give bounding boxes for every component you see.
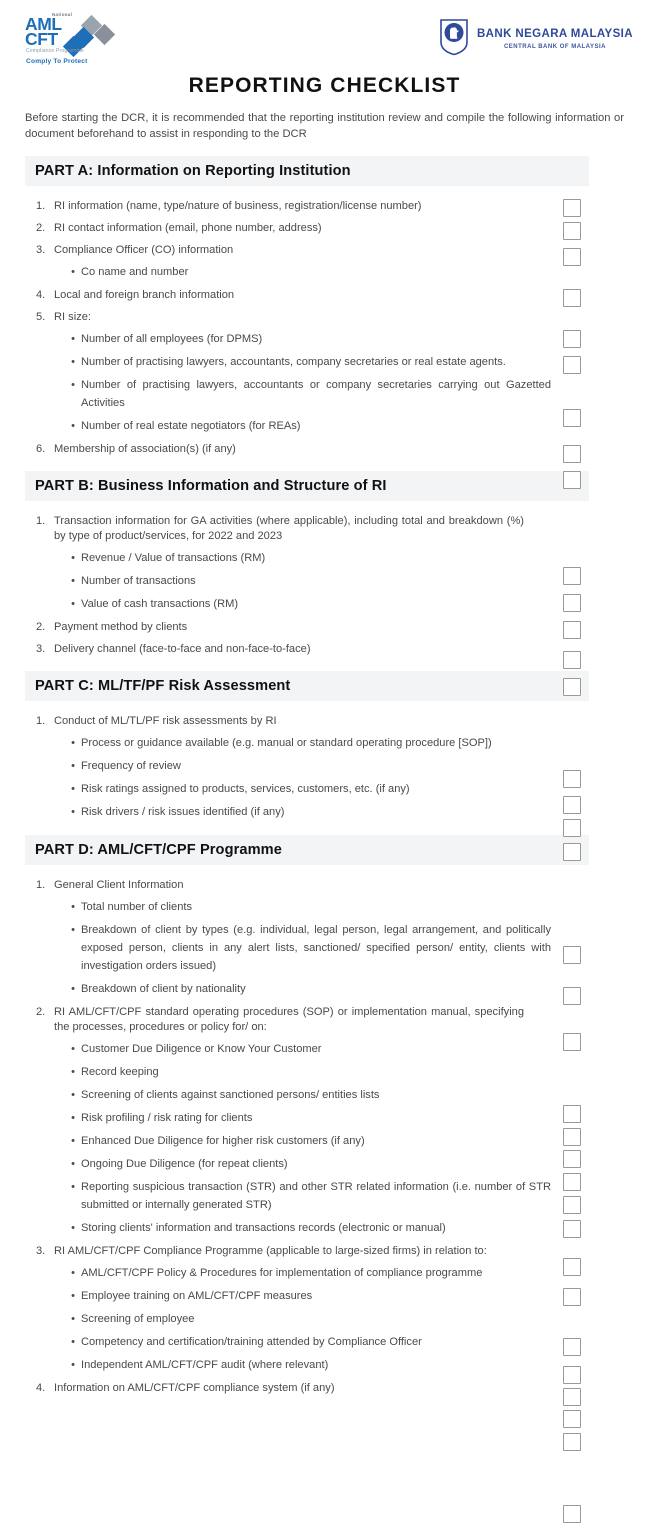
bullet-icon: •	[71, 1089, 75, 1101]
item-number: 3.	[36, 1245, 46, 1257]
checkbox[interactable]	[563, 330, 581, 348]
list-item	[65, 1356, 649, 1374]
item-label: Compliance Officer (CO) information	[54, 244, 234, 256]
item-sub-list	[65, 1040, 649, 1237]
section-header-part-c	[25, 671, 589, 701]
checkbox[interactable]	[563, 471, 581, 489]
bullet-icon: •	[71, 806, 75, 818]
bnm-logo-subtitle: CENTRAL BANK OF MALAYSIA	[503, 43, 606, 50]
section-title: PART C: ML/TF/PF Risk Assessment	[35, 678, 291, 694]
checkbox[interactable]	[563, 843, 581, 861]
checkbox[interactable]	[563, 356, 581, 374]
bullet-icon: •	[71, 760, 75, 772]
item-label: RI AML/CFT/CPF Compliance Programme (applicable to large-sized firms) in relation to:	[54, 1245, 487, 1257]
section-body	[0, 865, 649, 1396]
sub-item-label: Customer Due Diligence or Know Your Customer	[81, 1043, 322, 1055]
bullet-icon: •	[71, 575, 75, 587]
list-item	[65, 898, 649, 916]
item-label: RI AML/CFT/CPF standard operating procedures (SOP) or implementation manual, specifying the processes, procedures or policy for/ on:	[54, 1006, 524, 1033]
sub-item-label: Number of real estate negotiators (for REAs)	[81, 420, 301, 432]
section-part-d	[0, 835, 649, 1396]
list-item	[65, 1178, 649, 1214]
sub-item-label: Screening of clients against sanctioned persons/ entities lists	[81, 1089, 380, 1101]
checkbox[interactable]	[563, 1366, 581, 1384]
list-item	[65, 780, 649, 798]
sub-item-label: Ongoing Due Diligence (for repeat clients)	[81, 1158, 288, 1170]
checklist-item	[25, 642, 649, 657]
bullet-icon: •	[71, 420, 75, 432]
item-label: RI size:	[54, 311, 91, 323]
list-item	[65, 980, 649, 998]
aml-logo-programme-text: Compliance Programme	[26, 48, 84, 54]
checklist-item	[25, 1381, 649, 1396]
checkbox[interactable]	[563, 199, 581, 217]
checklist-item	[25, 221, 649, 236]
list-item	[65, 572, 649, 590]
bullet-icon: •	[71, 1135, 75, 1147]
section-title: PART D: AML/CFT/CPF Programme	[35, 842, 282, 858]
bullet-icon: •	[71, 1313, 75, 1325]
checkbox[interactable]	[563, 1288, 581, 1306]
checkbox[interactable]	[563, 1505, 581, 1523]
bnm-logo-title: BANK NEGARA MALAYSIA	[476, 27, 633, 40]
list-item	[65, 1333, 649, 1351]
checkbox[interactable]	[563, 1258, 581, 1276]
sub-item-label: Record keeping	[81, 1066, 159, 1078]
sub-item-label: Number of all employees (for DPMS)	[81, 333, 263, 345]
checklist-item	[25, 1244, 649, 1259]
item-number: 4.	[36, 1382, 46, 1394]
checkbox[interactable]	[563, 1410, 581, 1428]
list-item	[65, 1287, 649, 1305]
aml-logo-cft-text: CFT	[25, 29, 58, 49]
intro-paragraph: Before starting the DCR, it is recommended that the reporting institution review and compile the following information or document beforehand to assist in responding to the DCR	[25, 112, 624, 140]
item-number: 3.	[36, 244, 46, 256]
item-sub-list	[65, 330, 649, 435]
bullet-icon: •	[71, 552, 75, 564]
sub-item-label: Breakdown of client by types (e.g. individual, legal person, legal arrangement, and politically exposed person, clients in any alert lists, sanctioned/ specified person/ entity, clients with investigation orders issued)	[81, 924, 551, 972]
bullet-icon: •	[71, 1267, 75, 1279]
sub-item-label: Process or guidance available (e.g. manual or standard operating procedure [SOP])	[81, 737, 492, 749]
list-item	[65, 1310, 649, 1328]
document-header	[0, 0, 649, 72]
item-label: Delivery channel (face-to-face and non-face-to-face)	[54, 643, 311, 655]
item-number: 3.	[36, 643, 46, 655]
sub-item-label: Number of practising lawyers, accountants or company secretaries carrying out Gazetted Activities	[81, 379, 551, 409]
aml-logo-acronym	[25, 14, 62, 49]
list-item	[65, 1063, 649, 1081]
list-item	[65, 1109, 649, 1127]
bullet-icon: •	[71, 1290, 75, 1302]
list-item	[65, 1219, 649, 1237]
sub-item-label: Risk drivers / risk issues identified (if any)	[81, 806, 285, 818]
bullet-icon: •	[71, 783, 75, 795]
checkbox[interactable]	[563, 1173, 581, 1191]
bullet-icon: •	[71, 1181, 75, 1193]
bullet-icon: •	[71, 598, 75, 610]
checkbox[interactable]	[563, 289, 581, 307]
checklist-item	[25, 514, 649, 544]
bullet-icon: •	[71, 1043, 75, 1055]
sub-item-label: Enhanced Due Diligence for higher risk customers (if any)	[81, 1135, 365, 1147]
sub-item-label: Number of transactions	[81, 575, 196, 587]
checkbox[interactable]	[563, 819, 581, 837]
item-label: Conduct of ML/TL/PF risk assessments by RI	[54, 715, 277, 727]
item-sub-list	[65, 263, 649, 281]
bnm-shield-icon	[439, 18, 469, 56]
bullet-icon: •	[71, 356, 75, 368]
item-sub-list	[65, 898, 649, 998]
item-label: Transaction information for GA activities (where applicable), including total and breakdown (%) by type of product/services, for 2022 and 2023	[54, 515, 524, 542]
item-sub-list	[65, 734, 649, 821]
checkbox[interactable]	[563, 409, 581, 427]
list-item	[65, 757, 649, 775]
list-item	[65, 1264, 649, 1282]
bank-negara-malaysia-logo	[439, 16, 633, 58]
checklist-item	[25, 442, 649, 457]
section-part-b	[0, 471, 649, 657]
list-item	[65, 353, 649, 371]
checkbox[interactable]	[563, 567, 581, 585]
item-label: Membership of association(s) (if any)	[54, 443, 236, 455]
sub-item-label: Revenue / Value of transactions (RM)	[81, 552, 266, 564]
checkbox[interactable]	[563, 678, 581, 696]
item-number: 1.	[36, 515, 46, 527]
list-item	[65, 417, 649, 435]
sub-item-label: Co name and number	[81, 266, 189, 278]
checklist-item	[25, 620, 649, 635]
sub-item-label: Independent AML/CFT/CPF audit (where relevant)	[81, 1359, 329, 1371]
sub-item-label: Value of cash transactions (RM)	[81, 598, 239, 610]
checklist-item	[25, 878, 649, 893]
section-title: PART B: Business Information and Structure of RI	[35, 478, 387, 494]
item-number: 5.	[36, 311, 46, 323]
section-part-a	[0, 156, 649, 457]
bullet-icon: •	[71, 333, 75, 345]
bullet-icon: •	[71, 1336, 75, 1348]
item-number: 2.	[36, 621, 46, 633]
sub-item-label: Breakdown of client by nationality	[81, 983, 246, 995]
section-body	[0, 186, 649, 457]
checkbox[interactable]	[563, 1220, 581, 1238]
item-label: Local and foreign branch information	[54, 289, 235, 301]
bullet-icon: •	[71, 737, 75, 749]
item-label: RI information (name, type/nature of business, registration/license number)	[54, 200, 422, 212]
checklist-item	[25, 288, 649, 303]
bullet-icon: •	[71, 924, 75, 936]
checklist-item	[25, 199, 649, 214]
page-title: REPORTING CHECKLIST	[188, 74, 461, 97]
checkbox[interactable]	[563, 1128, 581, 1146]
list-item	[65, 1086, 649, 1104]
sub-item-label: Frequency of review	[81, 760, 181, 772]
checklist-item	[25, 714, 649, 729]
list-item	[65, 376, 649, 412]
list-item	[65, 921, 649, 975]
sub-item-label: Competency and certification/training attended by Compliance Officer	[81, 1336, 422, 1348]
bullet-icon: •	[71, 901, 75, 913]
checklist-item	[25, 1005, 649, 1035]
item-number: 2.	[36, 222, 46, 234]
checkbox[interactable]	[563, 248, 581, 266]
bnm-logo-text	[477, 25, 633, 50]
list-item	[65, 330, 649, 348]
checkbox[interactable]	[563, 770, 581, 788]
list-item	[65, 1040, 649, 1058]
list-item	[65, 1155, 649, 1173]
sub-item-label: Number of practising lawyers, accountants, company secretaries or real estate agents.	[81, 356, 506, 368]
list-item	[65, 549, 649, 567]
checkbox[interactable]	[563, 1033, 581, 1051]
checkbox[interactable]	[563, 796, 581, 814]
checkbox[interactable]	[563, 594, 581, 612]
bullet-icon: •	[71, 1066, 75, 1078]
item-number: 2.	[36, 1006, 46, 1018]
list-item	[65, 263, 649, 281]
item-sub-list	[65, 549, 649, 613]
checklist-item	[25, 310, 649, 325]
item-label: RI contact information (email, phone number, address)	[54, 222, 322, 234]
checkbox[interactable]	[563, 651, 581, 669]
bullet-icon: •	[71, 379, 75, 391]
bullet-icon: •	[71, 266, 75, 278]
aml-logo-tagline: Comply To Protect	[26, 58, 88, 65]
item-number: 1.	[36, 715, 46, 727]
section-header-part-b	[25, 471, 589, 501]
item-label: General Client Information	[54, 879, 184, 891]
checkbox[interactable]	[563, 1150, 581, 1168]
sub-item-label: Total number of clients	[81, 901, 192, 913]
section-title: PART A: Information on Reporting Institution	[35, 163, 351, 179]
list-item	[65, 734, 649, 752]
section-body	[0, 701, 649, 821]
aml-logo-aml-text: AML	[25, 14, 62, 34]
list-item	[65, 1132, 649, 1150]
sub-item-label: Reporting suspicious transaction (STR) and other STR related information (i.e. number of STR submitted or internally generated STR)	[81, 1181, 551, 1211]
checkbox[interactable]	[563, 1105, 581, 1123]
sub-item-label: Risk ratings assigned to products, services, customers, etc. (if any)	[81, 783, 410, 795]
aml-logo-national-text: National	[52, 12, 73, 17]
item-number: 1.	[36, 200, 46, 212]
checkbox[interactable]	[563, 1196, 581, 1214]
checkbox[interactable]	[563, 1338, 581, 1356]
item-number: 1.	[36, 879, 46, 891]
sub-item-label: Screening of employee	[81, 1313, 195, 1325]
item-sub-list	[65, 1264, 649, 1374]
item-number: 6.	[36, 443, 46, 455]
item-label: Payment method by clients	[54, 621, 188, 633]
checkbox[interactable]	[563, 621, 581, 639]
section-header-part-a	[25, 156, 589, 186]
checklist-sections	[0, 156, 649, 1396]
bullet-icon: •	[71, 983, 75, 995]
checklist-item	[25, 243, 649, 258]
checkbox[interactable]	[563, 222, 581, 240]
list-item	[65, 595, 649, 613]
sub-item-label: Risk profiling / risk rating for clients	[81, 1112, 253, 1124]
section-body	[0, 501, 649, 657]
checkbox[interactable]	[563, 1388, 581, 1406]
checkbox[interactable]	[563, 946, 581, 964]
aml-cft-logo	[22, 12, 118, 70]
item-number: 4.	[36, 289, 46, 301]
list-item	[65, 803, 649, 821]
checkbox[interactable]	[563, 987, 581, 1005]
sub-item-label: AML/CFT/CPF Policy & Procedures for implementation of compliance programme	[81, 1267, 483, 1279]
section-header-part-d	[25, 835, 589, 865]
checkbox[interactable]	[563, 1433, 581, 1451]
item-label: Information on AML/CFT/CPF compliance system (if any)	[54, 1382, 335, 1394]
section-part-c	[0, 671, 649, 821]
bullet-icon: •	[71, 1359, 75, 1371]
sub-item-label: Employee training on AML/CFT/CPF measures	[81, 1290, 313, 1302]
checkbox[interactable]	[563, 445, 581, 463]
bullet-icon: •	[71, 1158, 75, 1170]
sub-item-label: Storing clients' information and transactions records (electronic or manual)	[81, 1222, 446, 1234]
bullet-icon: •	[71, 1222, 75, 1234]
bullet-icon: •	[71, 1112, 75, 1124]
